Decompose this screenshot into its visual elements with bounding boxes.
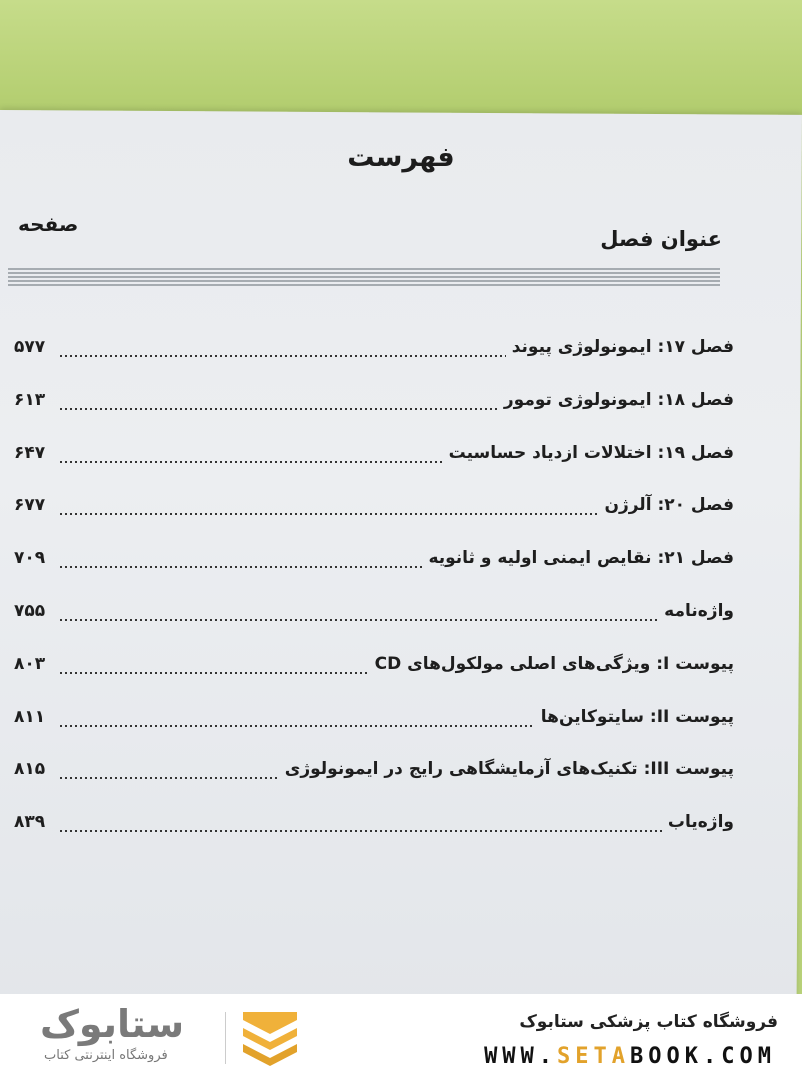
toc-leader-dots [60, 408, 498, 410]
toc-row[interactable] [0, 601, 802, 635]
toc-row[interactable] [0, 495, 802, 529]
toc-leader-dots [60, 830, 662, 832]
toc-leader-dots [60, 355, 506, 357]
toc-page-number: ۸۰۳ [14, 653, 46, 674]
toc-page-number: ۷۵۵ [14, 601, 46, 621]
toc-entry-label: فصل ۱۷: ایمونولوژی پیوند [511, 337, 734, 357]
toc-entry-label: واژه‌نامه [664, 601, 734, 621]
toc-page-number: ۸۱۱ [14, 706, 46, 727]
url-highlight: SETA [557, 1044, 631, 1069]
toc-page-number: ۶۴۷ [14, 442, 46, 463]
toc-leader-dots [60, 619, 658, 621]
toc-leader-dots [60, 725, 535, 727]
toc-leader-dots [60, 461, 443, 463]
toc-entry-label: فصل ۲۰: آلرژن [604, 495, 734, 516]
toc-entry-label: پیوست III: تکنیک‌های آزمایشگاهی رایج در ایمونولوژی [284, 759, 734, 780]
toc-entry-label: فصل ۲۱: نقایص ایمنی اولیه و ثانویه [428, 548, 734, 569]
toc-page-number: ۸۱۵ [14, 759, 46, 780]
toc-leader-dots [60, 513, 598, 515]
toc-page-number: ۵۷۷ [14, 337, 46, 357]
toc-row[interactable] [0, 443, 802, 477]
toc-page-number: ۶۷۷ [14, 495, 46, 516]
logo-divider [225, 1012, 226, 1064]
toc-page-number: ۷۰۹ [14, 548, 46, 569]
setabook-logo-icon [235, 1006, 305, 1070]
toc-entry-label: پیوست I: ویژگی‌های اصلی مولکول‌های CD [374, 653, 734, 674]
column-header-page: صفحه [18, 212, 79, 236]
url-prefix: WWW. [484, 1044, 558, 1069]
footer-brand-line: فروشگاه کتاب پزشکی ستابوک [519, 1012, 778, 1032]
footer-url[interactable] [484, 1044, 776, 1069]
toc-row[interactable] [0, 654, 802, 688]
toc-leader-dots [60, 777, 279, 779]
toc-leader-dots [60, 566, 422, 568]
toc-row[interactable] [0, 812, 802, 846]
toc-page-number: ۶۱۳ [14, 389, 46, 410]
toc-row[interactable] [0, 390, 802, 424]
toc-page-number: ۸۳۹ [14, 812, 46, 833]
toc-entry-label: فصل ۱۹: اختلالات ازدیاد حساسیت [448, 442, 734, 463]
footer-banner [0, 994, 802, 1080]
column-header-title: عنوان فصل [600, 227, 722, 251]
logo-subtitle: فروشگاه اینترنتی کتاب [44, 1048, 168, 1063]
toc-leader-dots [60, 672, 369, 674]
toc-row[interactable] [0, 337, 802, 371]
toc-row[interactable] [0, 707, 802, 741]
toc-row[interactable] [0, 759, 802, 793]
toc-row[interactable] [0, 548, 802, 582]
toc-entry-label: پیوست II: سایتوکاین‌ها [540, 706, 734, 727]
logo-text: ستابوک [40, 1002, 185, 1046]
toc-entry-label: واژه‌یاب [667, 812, 734, 833]
page-title: فهرست [347, 142, 455, 173]
toc-entry-label: فصل ۱۸: ایمونولوژی تومور [503, 389, 734, 410]
url-suffix: BOOK.COM [630, 1044, 776, 1069]
